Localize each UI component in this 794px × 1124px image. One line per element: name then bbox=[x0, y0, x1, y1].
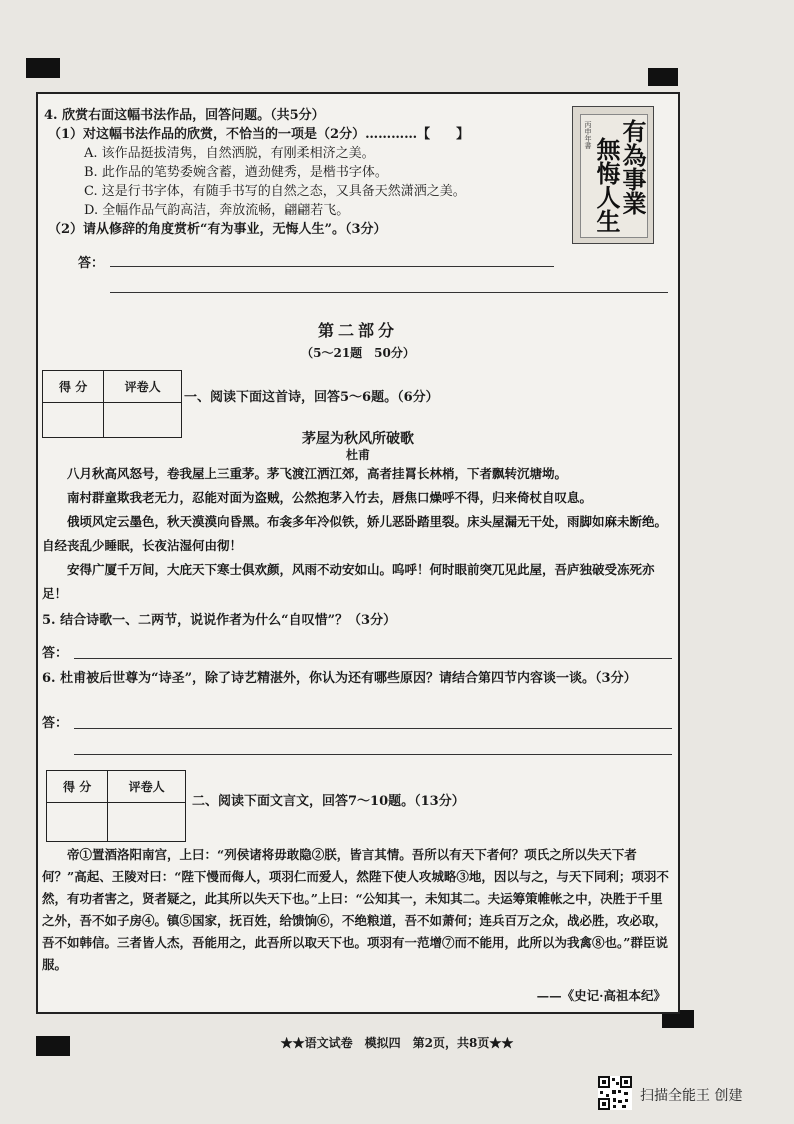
score-col-label: 得 分 bbox=[47, 771, 108, 803]
option-b: B. 此作品的笔势委婉含蓄，遒劲健秀，是楷书字体。 bbox=[84, 165, 388, 180]
passage-source: ——《史记·高祖本纪》 bbox=[536, 988, 666, 1003]
option-c: C. 这是行书字体，有随手书写的自然之态，又具备天然潇洒之美。 bbox=[84, 184, 466, 199]
calligraphy-scroll bbox=[580, 114, 648, 238]
question-4-sub2: （2）请从修辞的角度赏析“有为事业，无悔人生”。（3分） bbox=[48, 222, 387, 237]
poem-title: 茅屋为秋风所破歌 bbox=[302, 431, 414, 447]
scanner-watermark: 扫描全能王 创建 bbox=[640, 1088, 743, 1104]
section-2-heading: 二、阅读下面文言文，回答7～10题。（13分） bbox=[192, 794, 465, 809]
answer-line-q4-1[interactable] bbox=[110, 266, 554, 267]
answer-label-q6: 答： bbox=[42, 716, 69, 731]
question-6: 6. 杜甫被后世尊为“诗圣”，除了诗艺精湛外，你认为还有哪些原因？请结合第四节内容谈一谈。（3分） bbox=[42, 671, 637, 686]
calligraphy-column-right bbox=[619, 119, 645, 220]
answer-line-q6-2[interactable] bbox=[74, 754, 672, 755]
answer-label-q4: 答： bbox=[78, 256, 105, 271]
page-footer: ★★语文试卷 模拟四 第2页，共8页★★ bbox=[280, 1036, 514, 1050]
score-col-label: 得 分 bbox=[43, 371, 104, 403]
registration-mark-top-left bbox=[26, 58, 60, 78]
question-4 bbox=[44, 106, 469, 239]
poem-stanza-4: 安得广厦千万间，大庇天下寒士俱欢颜，风雨不动安如山。呜呼！何时眼前突兀见此屋，吾庐独破受冻死亦足！ bbox=[42, 562, 655, 601]
answer-label-q5: 答： bbox=[42, 646, 69, 661]
exam-frame bbox=[36, 92, 680, 1014]
calligraphy-column-left bbox=[593, 137, 619, 238]
classical-passage: 帝①置酒洛阳南宫，上曰：“列侯诸将毋敢隐②朕，皆言其情。吾所以有天下者何？项氏之所以失天下者何？”高起、王陵对曰：“陛下慢而侮人，项羽仁而爱人，然陛下使人攻城略③地，因以与之，与天下同利；项羽不然，有功者害之，贤者疑之，此其所以失天下也。”上曰：“公知其一，未知其二。夫运筹策帷帐之中，决胜于千里之外，吾不如子房④。镇⑤国家，抚百姓，给馈饷⑥，不绝粮道，吾不如萧何；连兵百万之众，战必胜，攻必取，吾不如韩信。三者皆人杰，吾能用之，此吾所以取天下也。项羽有一范增⑦而不能用，此所以为我禽⑧也。”群臣说服。 bbox=[42, 847, 669, 972]
registration-mark-top-right bbox=[648, 68, 678, 86]
calligraphy-artwork bbox=[572, 106, 654, 244]
answer-line-q4-2[interactable] bbox=[110, 292, 668, 293]
poem-author: 杜甫 bbox=[345, 448, 370, 462]
poem-stanza-1: 八月秋高风怒号，卷我屋上三重茅。茅飞渡江洒江郊，高者挂罥长林梢，下者飘转沉塘坳。 bbox=[67, 466, 568, 481]
option-d: D. 全幅作品气韵高洁，奔放流畅，翩翩若飞。 bbox=[84, 203, 350, 218]
answer-line-q6-1[interactable] bbox=[74, 728, 672, 729]
question-4-sub1: （1）对这幅书法作品的欣赏，不恰当的一项是（2分）…………【 】 bbox=[48, 127, 470, 142]
answer-line-q5[interactable] bbox=[74, 658, 672, 659]
part-2-range: （5～21题 50分） bbox=[301, 346, 415, 360]
calligraphy-chars-left: 無悔人生 bbox=[592, 137, 621, 233]
section-1-heading: 一、阅读下面这首诗，回答5～6题。（6分） bbox=[184, 390, 439, 405]
score-cell[interactable] bbox=[47, 803, 108, 842]
grader-col-label: 评卷人 bbox=[108, 771, 186, 803]
calligraphy-inscription: 丙申年書 bbox=[584, 121, 592, 149]
poem-stanza-2: 南村群童欺我老无力，忍能对面为盗贼，公然抱茅入竹去，唇焦口燥呼不得，归来倚杖自叹息。 bbox=[67, 490, 593, 505]
score-table-section-2 bbox=[46, 770, 186, 842]
calligraphy-chars-right: 有為事業 bbox=[618, 119, 647, 215]
part-2-title: 第二部分 bbox=[317, 321, 398, 340]
grader-col-label: 评卷人 bbox=[104, 371, 182, 403]
option-a: A. 该作品挺拔清隽，自然洒脱，有刚柔相济之美。 bbox=[84, 146, 375, 161]
poem-stanza-3: 俄顷风定云墨色，秋天漠漠向昏黑。布衾多年冷似铁，娇儿恶卧踏里裂。床头屋漏无干处，雨脚如麻未断绝。自经丧乱少睡眠，长夜沾湿何由彻！ bbox=[42, 514, 668, 553]
qr-code-icon bbox=[598, 1076, 632, 1110]
poem-text bbox=[42, 462, 672, 606]
question-4-title: 4. 欣赏右面这幅书法作品，回答问题。（共5分） bbox=[44, 108, 325, 123]
grader-cell[interactable] bbox=[108, 803, 186, 842]
question-5: 5. 结合诗歌一、二两节，说说作者为什么“自叹惜”？（3分） bbox=[42, 613, 397, 628]
